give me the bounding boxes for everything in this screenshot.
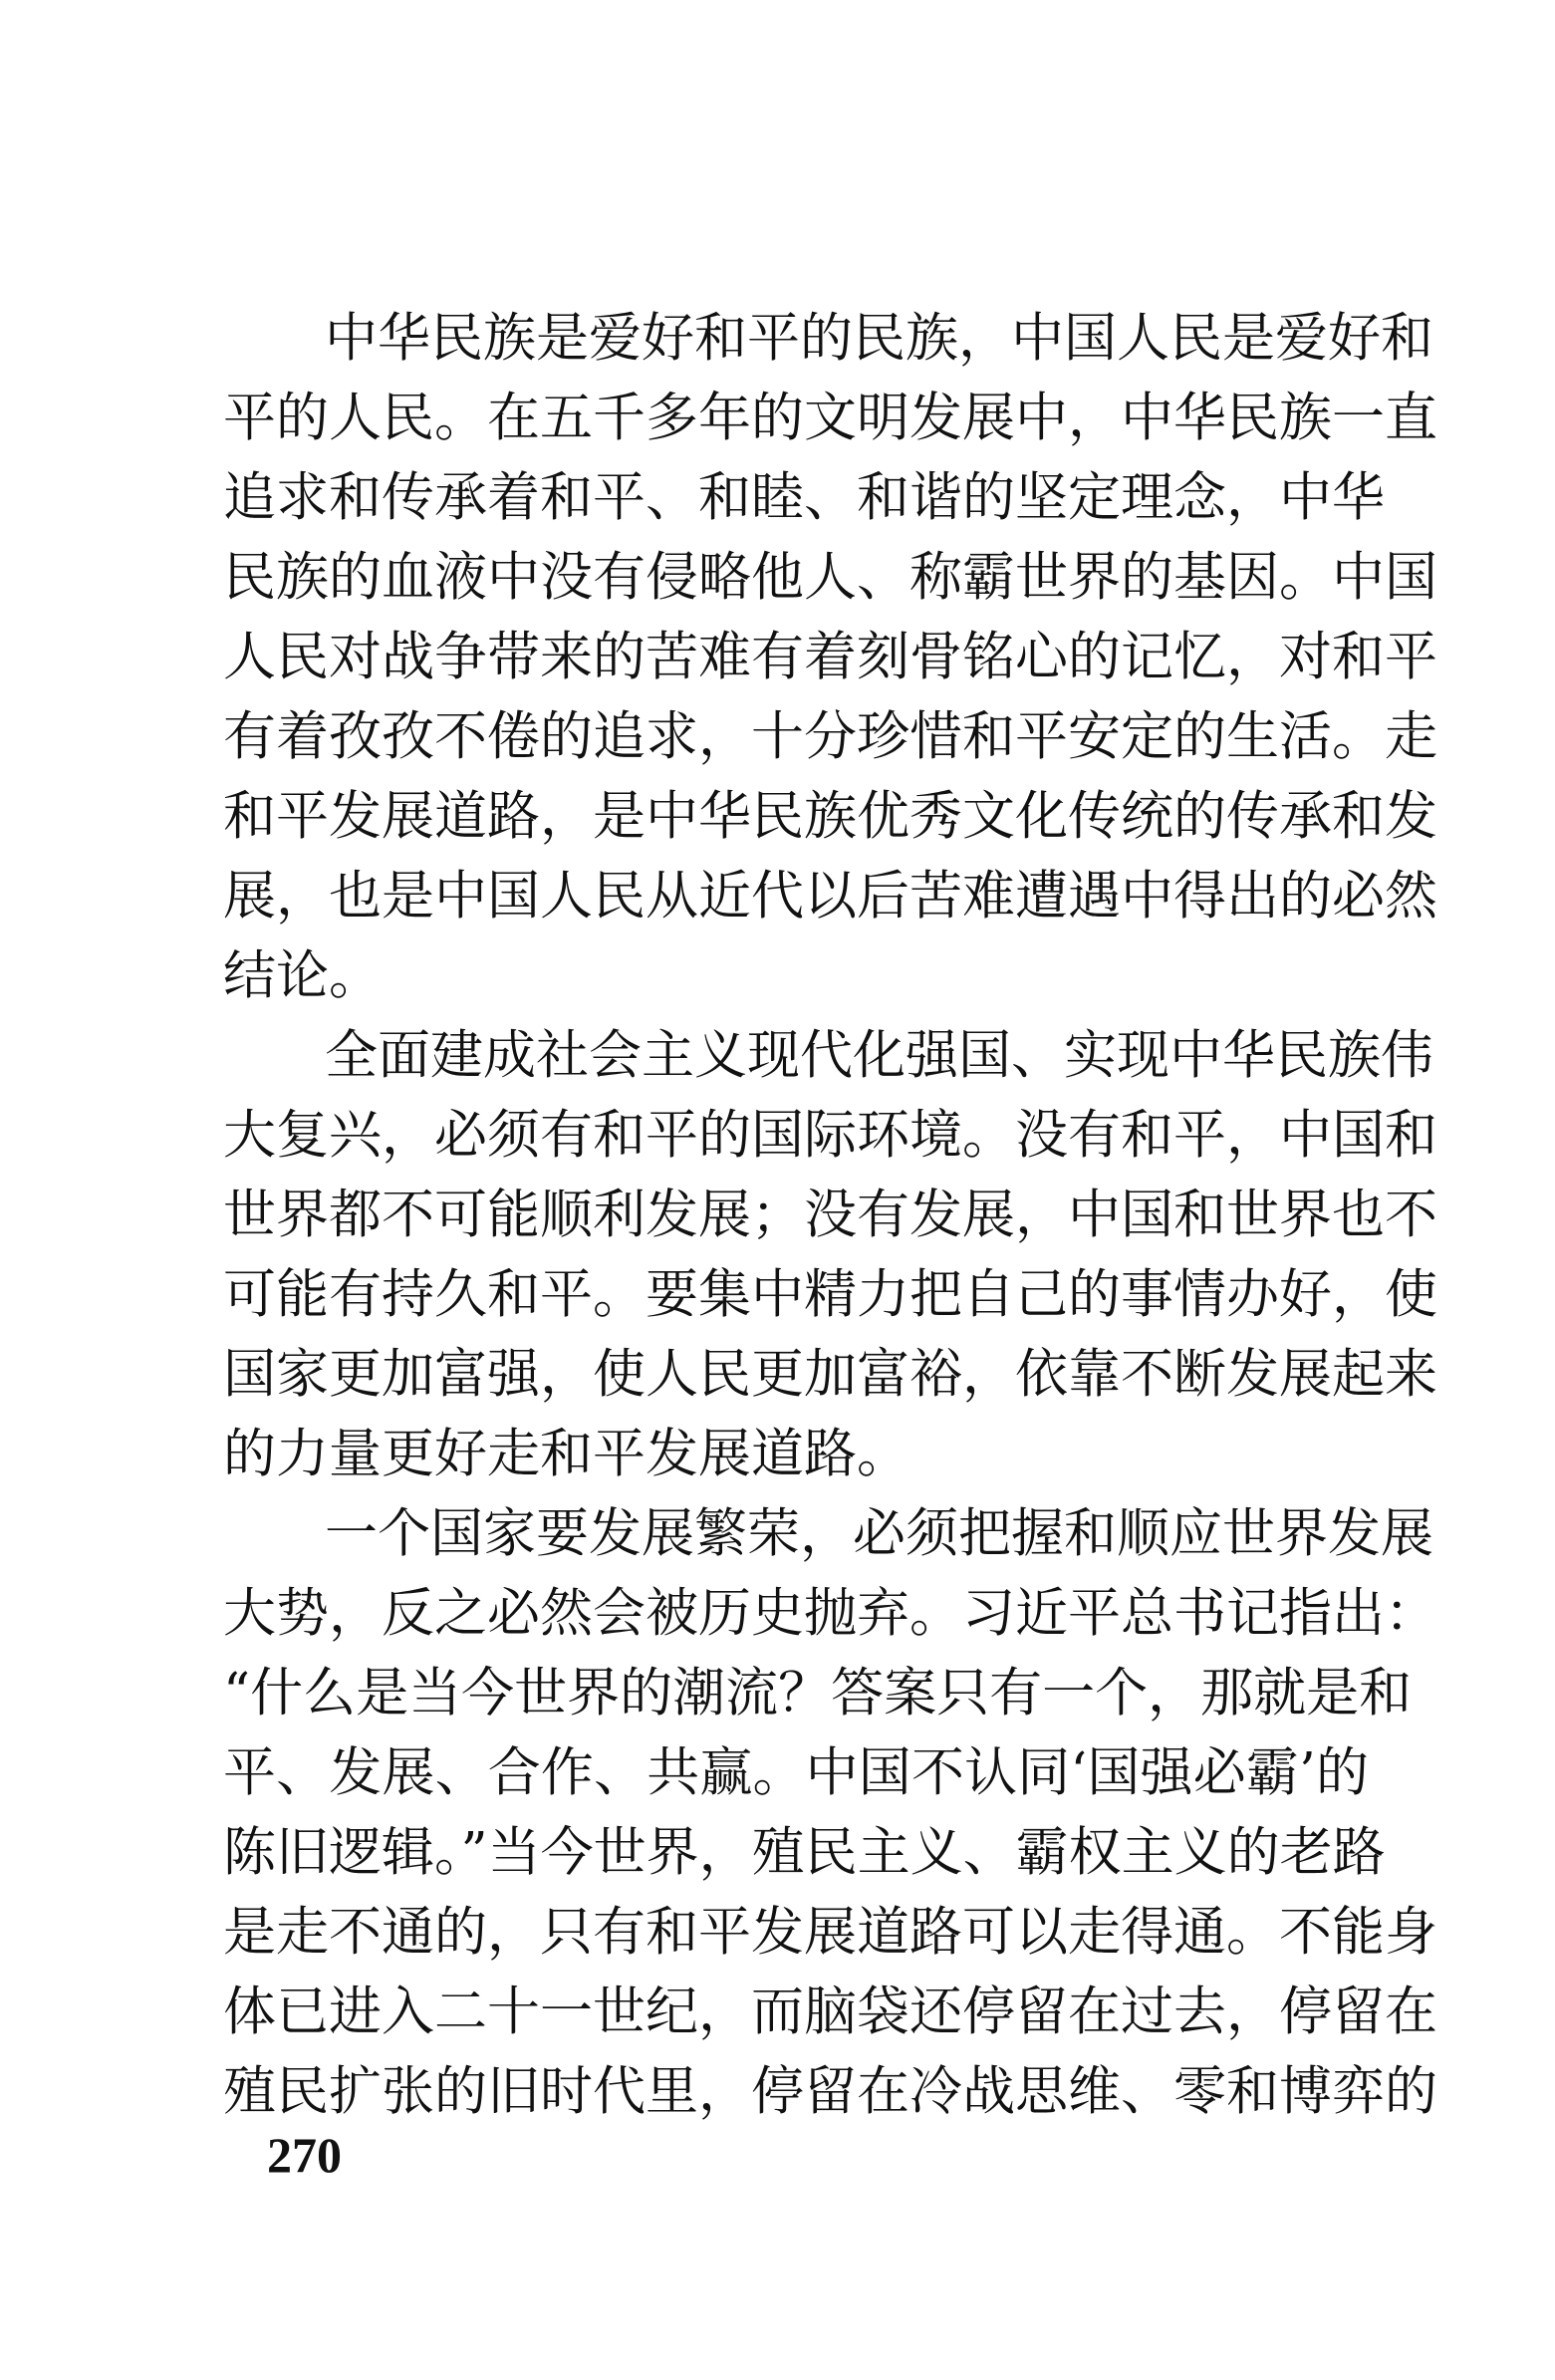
text-line-13: 可能有持久和平。要集中精力把自己的事情办好，使 <box>223 1264 1437 1325</box>
text-line-5: 人民对战争带来的苦难有着刻骨铭心的记忆，对和平 <box>223 627 1437 687</box>
text-line-14: 国家更加富强，使人民更加富裕，依靠不断发展起来 <box>223 1344 1437 1405</box>
text-line-20: 陈旧逻辑。”当今世界，殖民主义、霸权主义的老路 <box>223 1822 1386 1883</box>
page-number: 270 <box>267 2127 342 2183</box>
text-line-7: 和平发展道路，是中华民族优秀文化传统的传承和发 <box>223 786 1437 847</box>
text-line-12: 世界都不可能顺利发展；没有发展，中国和世界也不 <box>223 1185 1437 1245</box>
text-line-6: 有着孜孜不倦的追求，十分珍惜和平安定的生活。走 <box>223 706 1437 767</box>
text-line-2: 平的人民。在五千多年的文明发展中，中华民族一直 <box>223 388 1437 448</box>
text-line-3: 追求和传承着和平、和睦、和谐的坚定理念，中华 <box>223 467 1385 528</box>
text-line-21: 是走不通的，只有和平发展道路可以走得通。不能身 <box>223 1902 1437 1963</box>
text-line-10: 全面建成社会主义现代化强国、实现中华民族伟 <box>325 1025 1433 1086</box>
text-line-15: 的力量更好走和平发展道路。 <box>223 1424 909 1484</box>
text-line-9: 结论。 <box>223 945 382 1006</box>
text-line-18: “什么是当今世界的潮流？答案只有一个，那就是和 <box>223 1663 1413 1723</box>
text-line-11: 大复兴，必须有和平的国际环境。没有和平，中国和 <box>223 1105 1437 1166</box>
text-line-17: 大势，反之必然会被历史抛弃。习近平总书记指出： <box>223 1583 1437 1644</box>
text-line-1: 中华民族是爱好和平的民族，中国人民是爱好和 <box>325 308 1433 369</box>
text-line-4: 民族的血液中没有侵略他人、称霸世界的基因。中国 <box>223 547 1437 608</box>
text-line-16: 一个国家要发展繁荣，必须把握和顺应世界发展 <box>325 1503 1433 1564</box>
text-line-19: 平、发展、合作、共赢。中国不认同‘国强必霸’的 <box>223 1742 1369 1803</box>
text-line-8: 展，也是中国人民从近代以后苦难遭遇中得出的必然 <box>223 866 1437 926</box>
text-line-23: 殖民扩张的旧时代里，停留在冷战思维、零和博弈的 <box>223 2061 1437 2122</box>
text-line-22: 体已进入二十一世纪，而脑袋还停留在过去，停留在 <box>223 1982 1437 2042</box>
